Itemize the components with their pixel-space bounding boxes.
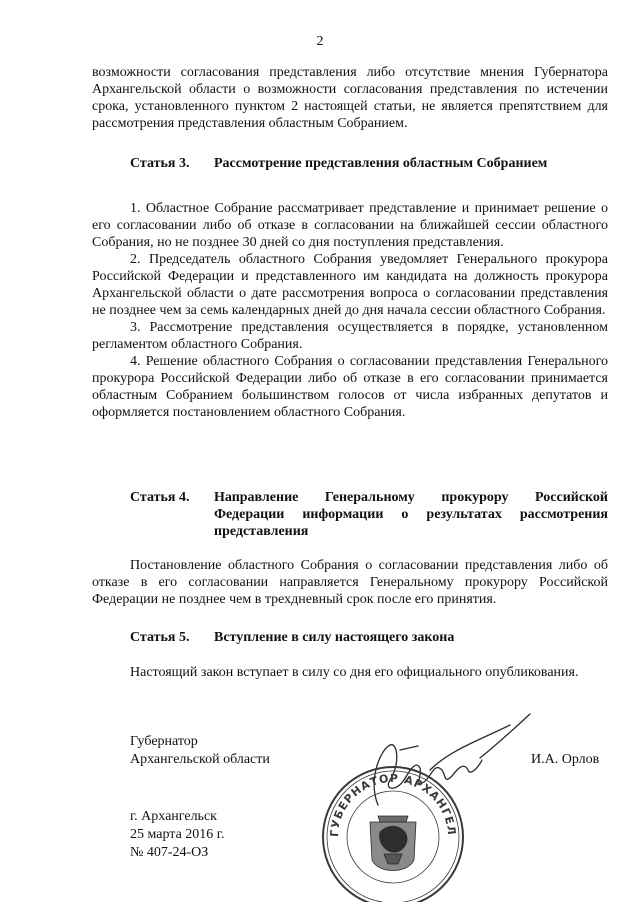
article5-body — [92, 664, 608, 681]
article3-body — [92, 200, 608, 421]
article3-item-4: 4. Решение областного Собрания о согласовании представления Генерального прокурора Российской Федерации либо об отказе в его согласовании принимается областным Собранием большинством голосов от числа избранных депутатов и оформляется постановлением областного Собрания. — [92, 354, 608, 420]
position-line-1: Губернатор — [130, 734, 198, 749]
signatory-name: И.А. Орлов — [531, 752, 600, 767]
svg-text:ГУБЕРНАТОР АРХАНГЕЛЬСКОЙ ОБЛАС: ГУБЕРНАТОР АРХАНГЕЛ — [327, 771, 459, 838]
position-line-2: Архангельской области — [130, 752, 270, 767]
document-footer — [130, 808, 224, 862]
article5-title: Вступление в силу настоящего закона — [214, 630, 455, 645]
article5-number: Статья 5. — [130, 630, 190, 645]
footer-date: 25 марта 2016 г. — [130, 827, 225, 842]
article4-number: Статья 4. — [130, 490, 190, 505]
article3-item-2: 2. Председатель областного Собрания уведомляет Генерального прокурора Российской Федерации и представленного им кандидата на должность прокурора Архангельской области о дате рассмотрения вопроса о согласовании представления не позднее чем за семь календарных дней до дня начала сессии областного Собрания. — [92, 252, 608, 318]
article3-item-1: 1. Областное Собрание рассматривает представление и принимает решение о его согласовании либо об отказе в согласовании на ближайшей сессии областного Собрания, но не позднее 30 дней со дня поступления представления. — [92, 201, 608, 250]
article4-body — [92, 557, 608, 608]
article5-text: Настоящий закон вступает в силу со дня его официального опубликования. — [130, 665, 579, 680]
intro-paragraph: возможности согласования представления либо отсутствие мнения Губернатора Архангельской области о возможности согласования представления по истечении срока, установленного пунктом 2 настоящей статьи, не является препятствием для рассмотрения представления областным Собранием. — [92, 65, 608, 131]
article3-number: Статья 3. — [130, 156, 190, 171]
signatory-position — [130, 733, 270, 769]
article5-heading — [130, 629, 608, 646]
footer-city: г. Архангельск — [130, 809, 217, 824]
intro-paragraph-block — [92, 64, 608, 132]
article3-title: Рассмотрение представления областным Собранием — [214, 156, 548, 171]
article4-heading — [130, 489, 608, 540]
article4-text: Постановление областного Собрания о согласовании представления либо об отказе в его согласовании направляется Генеральному прокурору Российской Федерации не позднее чем в трехдневный срок после его принятия. — [92, 558, 608, 607]
official-stamp — [318, 762, 468, 907]
page-number: 2 — [316, 34, 324, 49]
article4-title: Направление Генеральному прокурору Российской Федерации информации о результатах рассмотрения представления — [214, 490, 608, 539]
article3-heading — [130, 155, 608, 172]
article3-item-3: 3. Рассмотрение представления осуществляется в порядке, установленном регламентом областного Собрания. — [92, 320, 608, 352]
footer-number: № 407-24-ОЗ — [130, 845, 209, 860]
